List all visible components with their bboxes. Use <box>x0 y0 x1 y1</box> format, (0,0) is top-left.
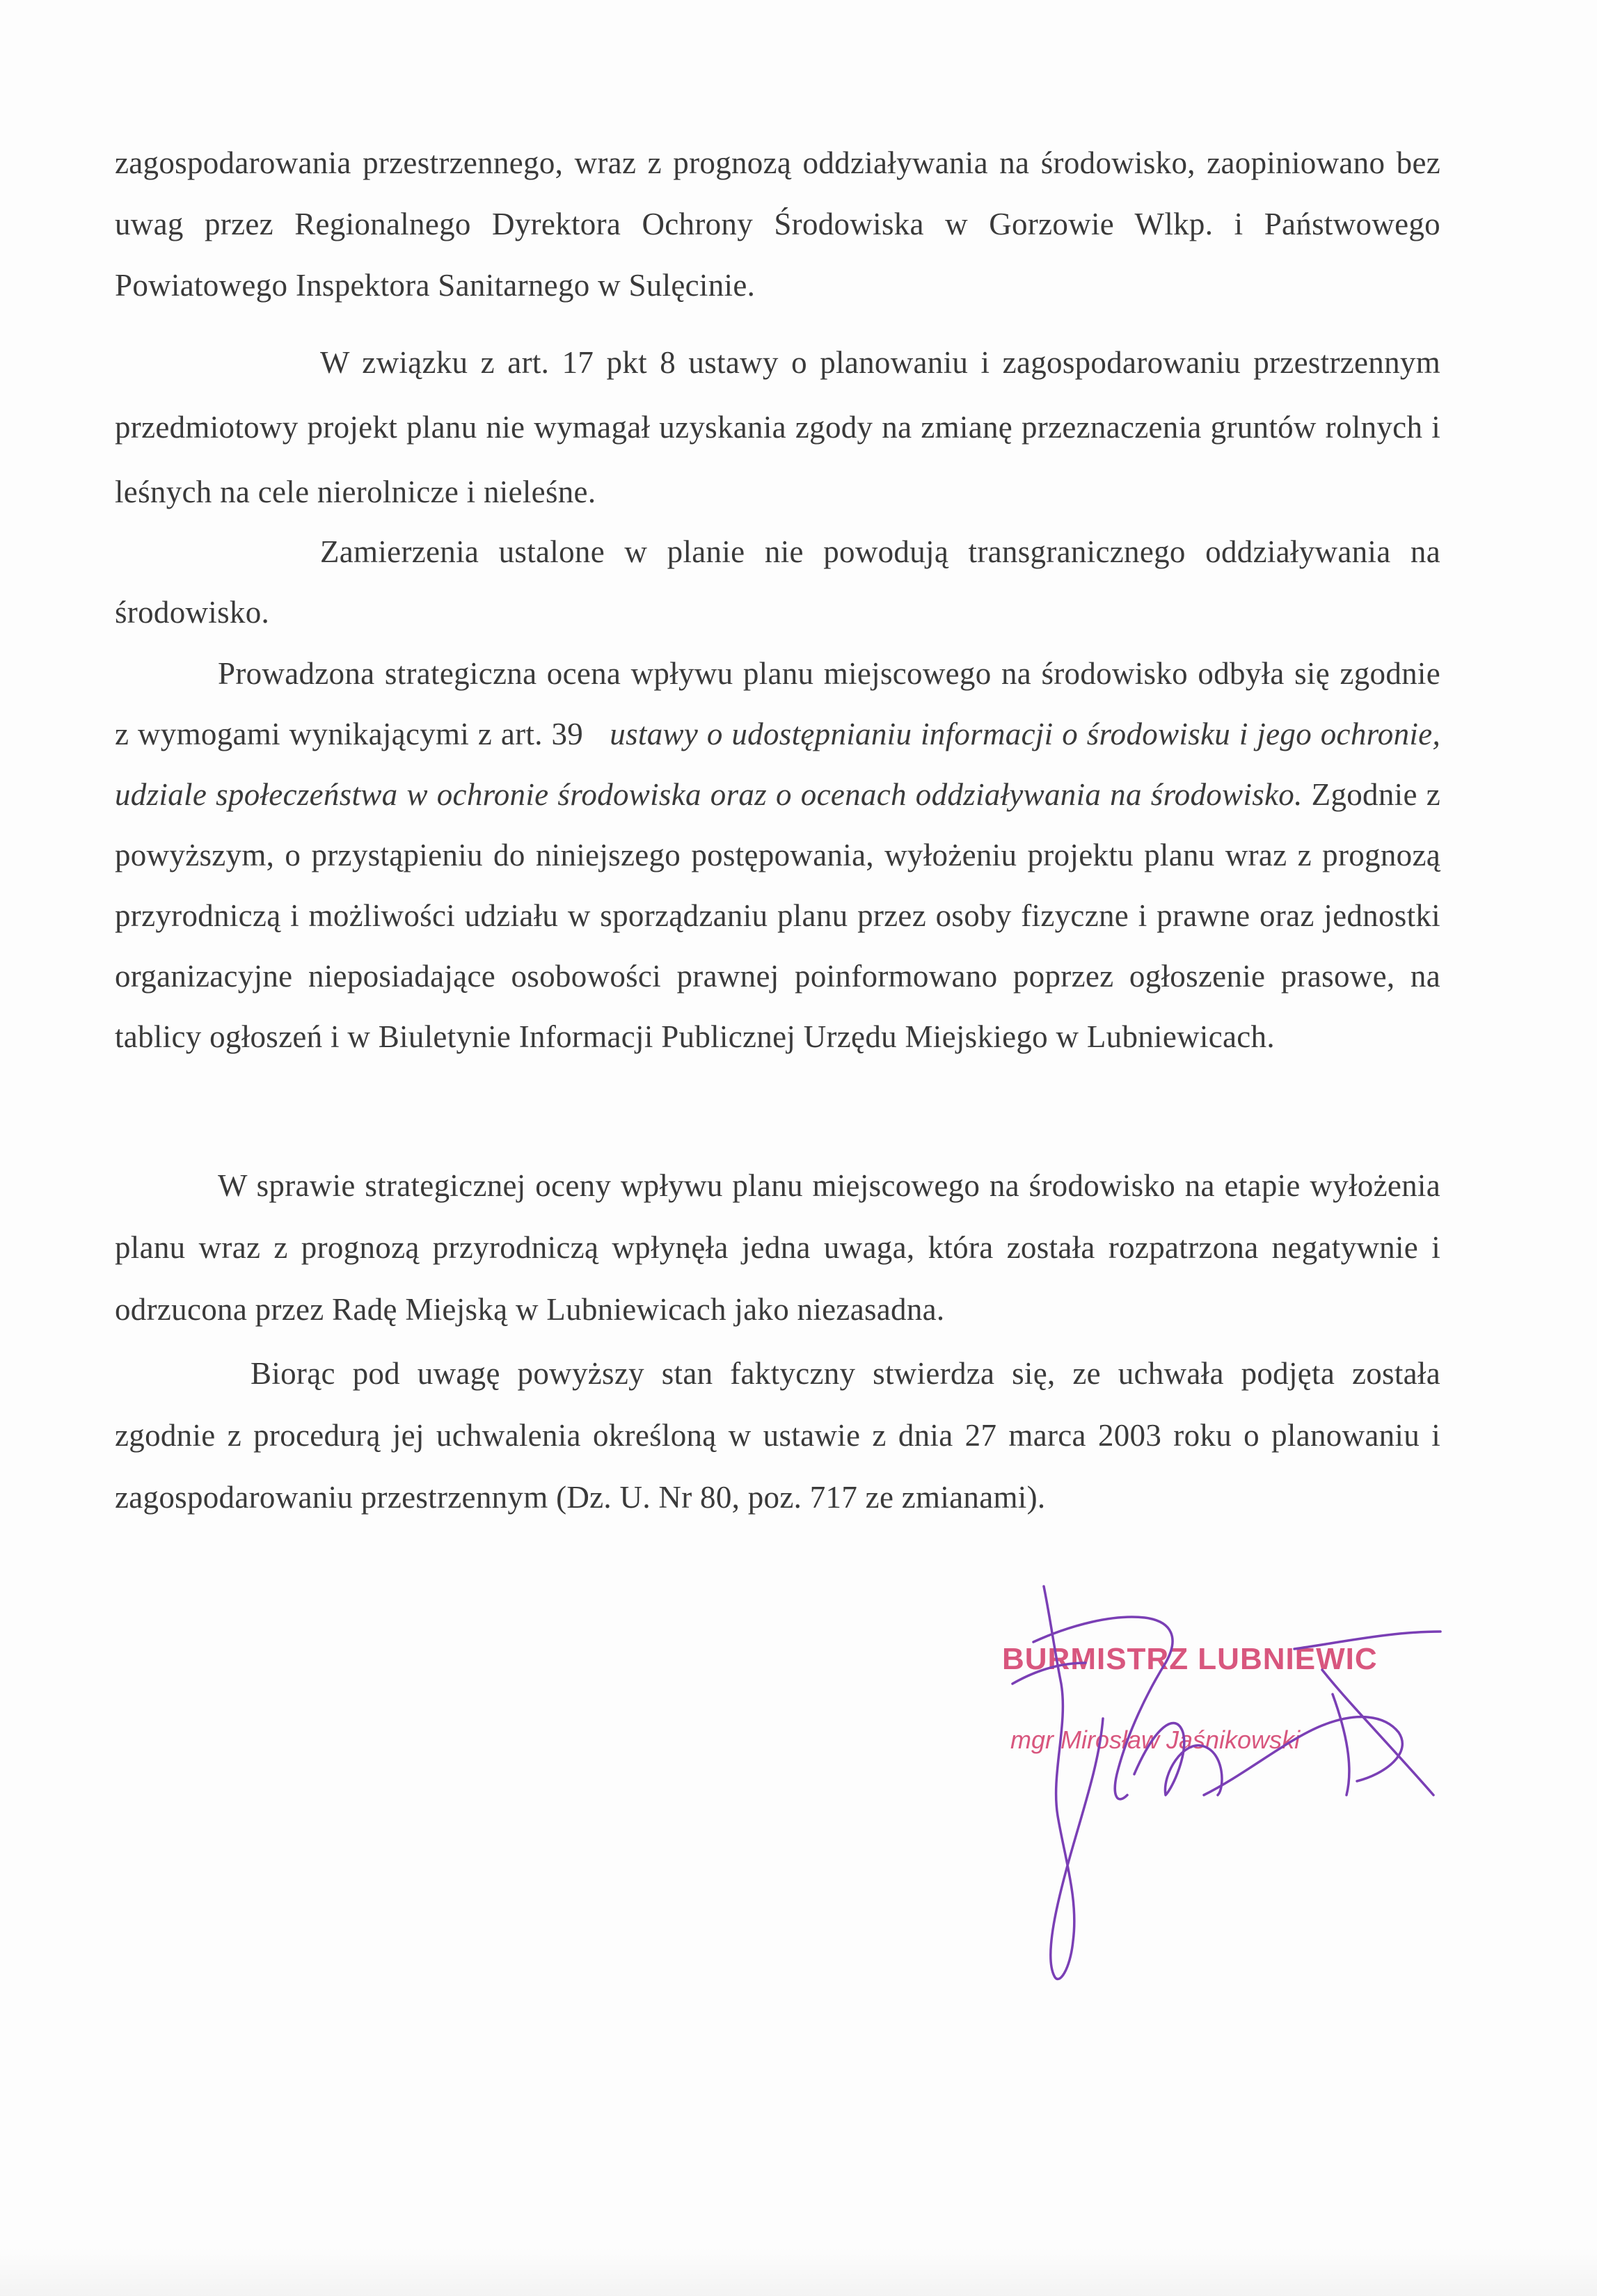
paragraph-4-text <box>115 644 1440 1067</box>
paragraph-6-text: Biorąc pod uwagę powyższy stan faktyczny stwierdza się, ze uchwała podjęta została zgodnie z procedurą jej uchwalenia określoną w ustawie z dnia 27 marca 2003 roku o planowaniu i zagospodarowaniu przestrzennym (Dz. U. Nr 80, poz. 717 ze zmianami). <box>115 1356 1440 1515</box>
paragraph-2-text: W związku z art. 17 pkt 8 ustawy o planowaniu i zagospodarowaniu przestrzennym przedmiotowy projekt planu nie wymagał uzyskania zgody na zmianę przeznaczenia gruntów rolnych i leśnych na cele nierolnicze i nieleśne. <box>115 345 1440 509</box>
paragraph-1-text: zagospodarowania przestrzennego, wraz z prognozą oddziaływania na środowisko, zaopiniowano bez uwag przez Regionalnego Dyrektora Ochrony Środowiska w Gorzowie Wlkp. i Państwowego Powiatowego Inspektora Sanitarnego w Sulęcinie. <box>115 145 1440 303</box>
paragraph-5-text: W sprawie strategicznej oceny wpływu planu miejscowego na środowisko na etapie wyłożenia planu wraz z prognozą przyrodniczą wpłynęła jedna uwaga, która została rozpatrzona negatywnie i odrzucona przez Radę Miejską w Lubniewicach jako niezasadna. <box>115 1168 1440 1327</box>
handwritten-signature-icon <box>995 1565 1482 1997</box>
act-title-italic: ustawy o udostępnianiu informacji o środowisku i jego ochronie, udziale społeczeństwa w ochronie środowiska oraz o ocenach oddziaływania na środowisko. <box>115 717 1440 812</box>
paragraph-3-text: Zamierzenia ustalone w planie nie powodują transgranicznego oddziaływania na środowisko. <box>115 534 1440 630</box>
paragraph-6 <box>115 1343 1440 1529</box>
scan-edge-shadow <box>0 2247 1597 2296</box>
stamp-name: mgr Mirosław Jaśnikowski <box>1010 1725 1301 1754</box>
stamp-title: BURMISTRZ LUBNIEWIC <box>1002 1642 1378 1676</box>
paragraph-2 <box>115 330 1440 525</box>
paragraph-1 <box>115 132 1440 316</box>
paragraph-5 <box>115 1155 1440 1341</box>
paragraph-4-intro: Prowadzona strategiczna ocena wpływu planu miejscowego na środowisko odbyła się zgodnie z wymogami wynikającymi z art. 39 <box>115 656 1440 751</box>
paragraph-4-rest: Zgodnie z powyższym, o przystąpieniu do niniejszego postępowania, wyłożeniu projektu planu wraz z prognozą przyrodniczą i możliwości udziału w sporządzaniu planu przez osoby fizyczne i prawne oraz jednostki organizacyjne nieposiadające osobowości prawnej poinformowano poprzez ogłoszenie prasowe, na tablicy ogłoszeń i w Biuletynie Informacji Publicznej Urzędu Miejskiego w Lubniewicach. <box>115 777 1440 1054</box>
paragraph-3 <box>115 522 1440 643</box>
paragraph-4 <box>115 644 1440 1067</box>
